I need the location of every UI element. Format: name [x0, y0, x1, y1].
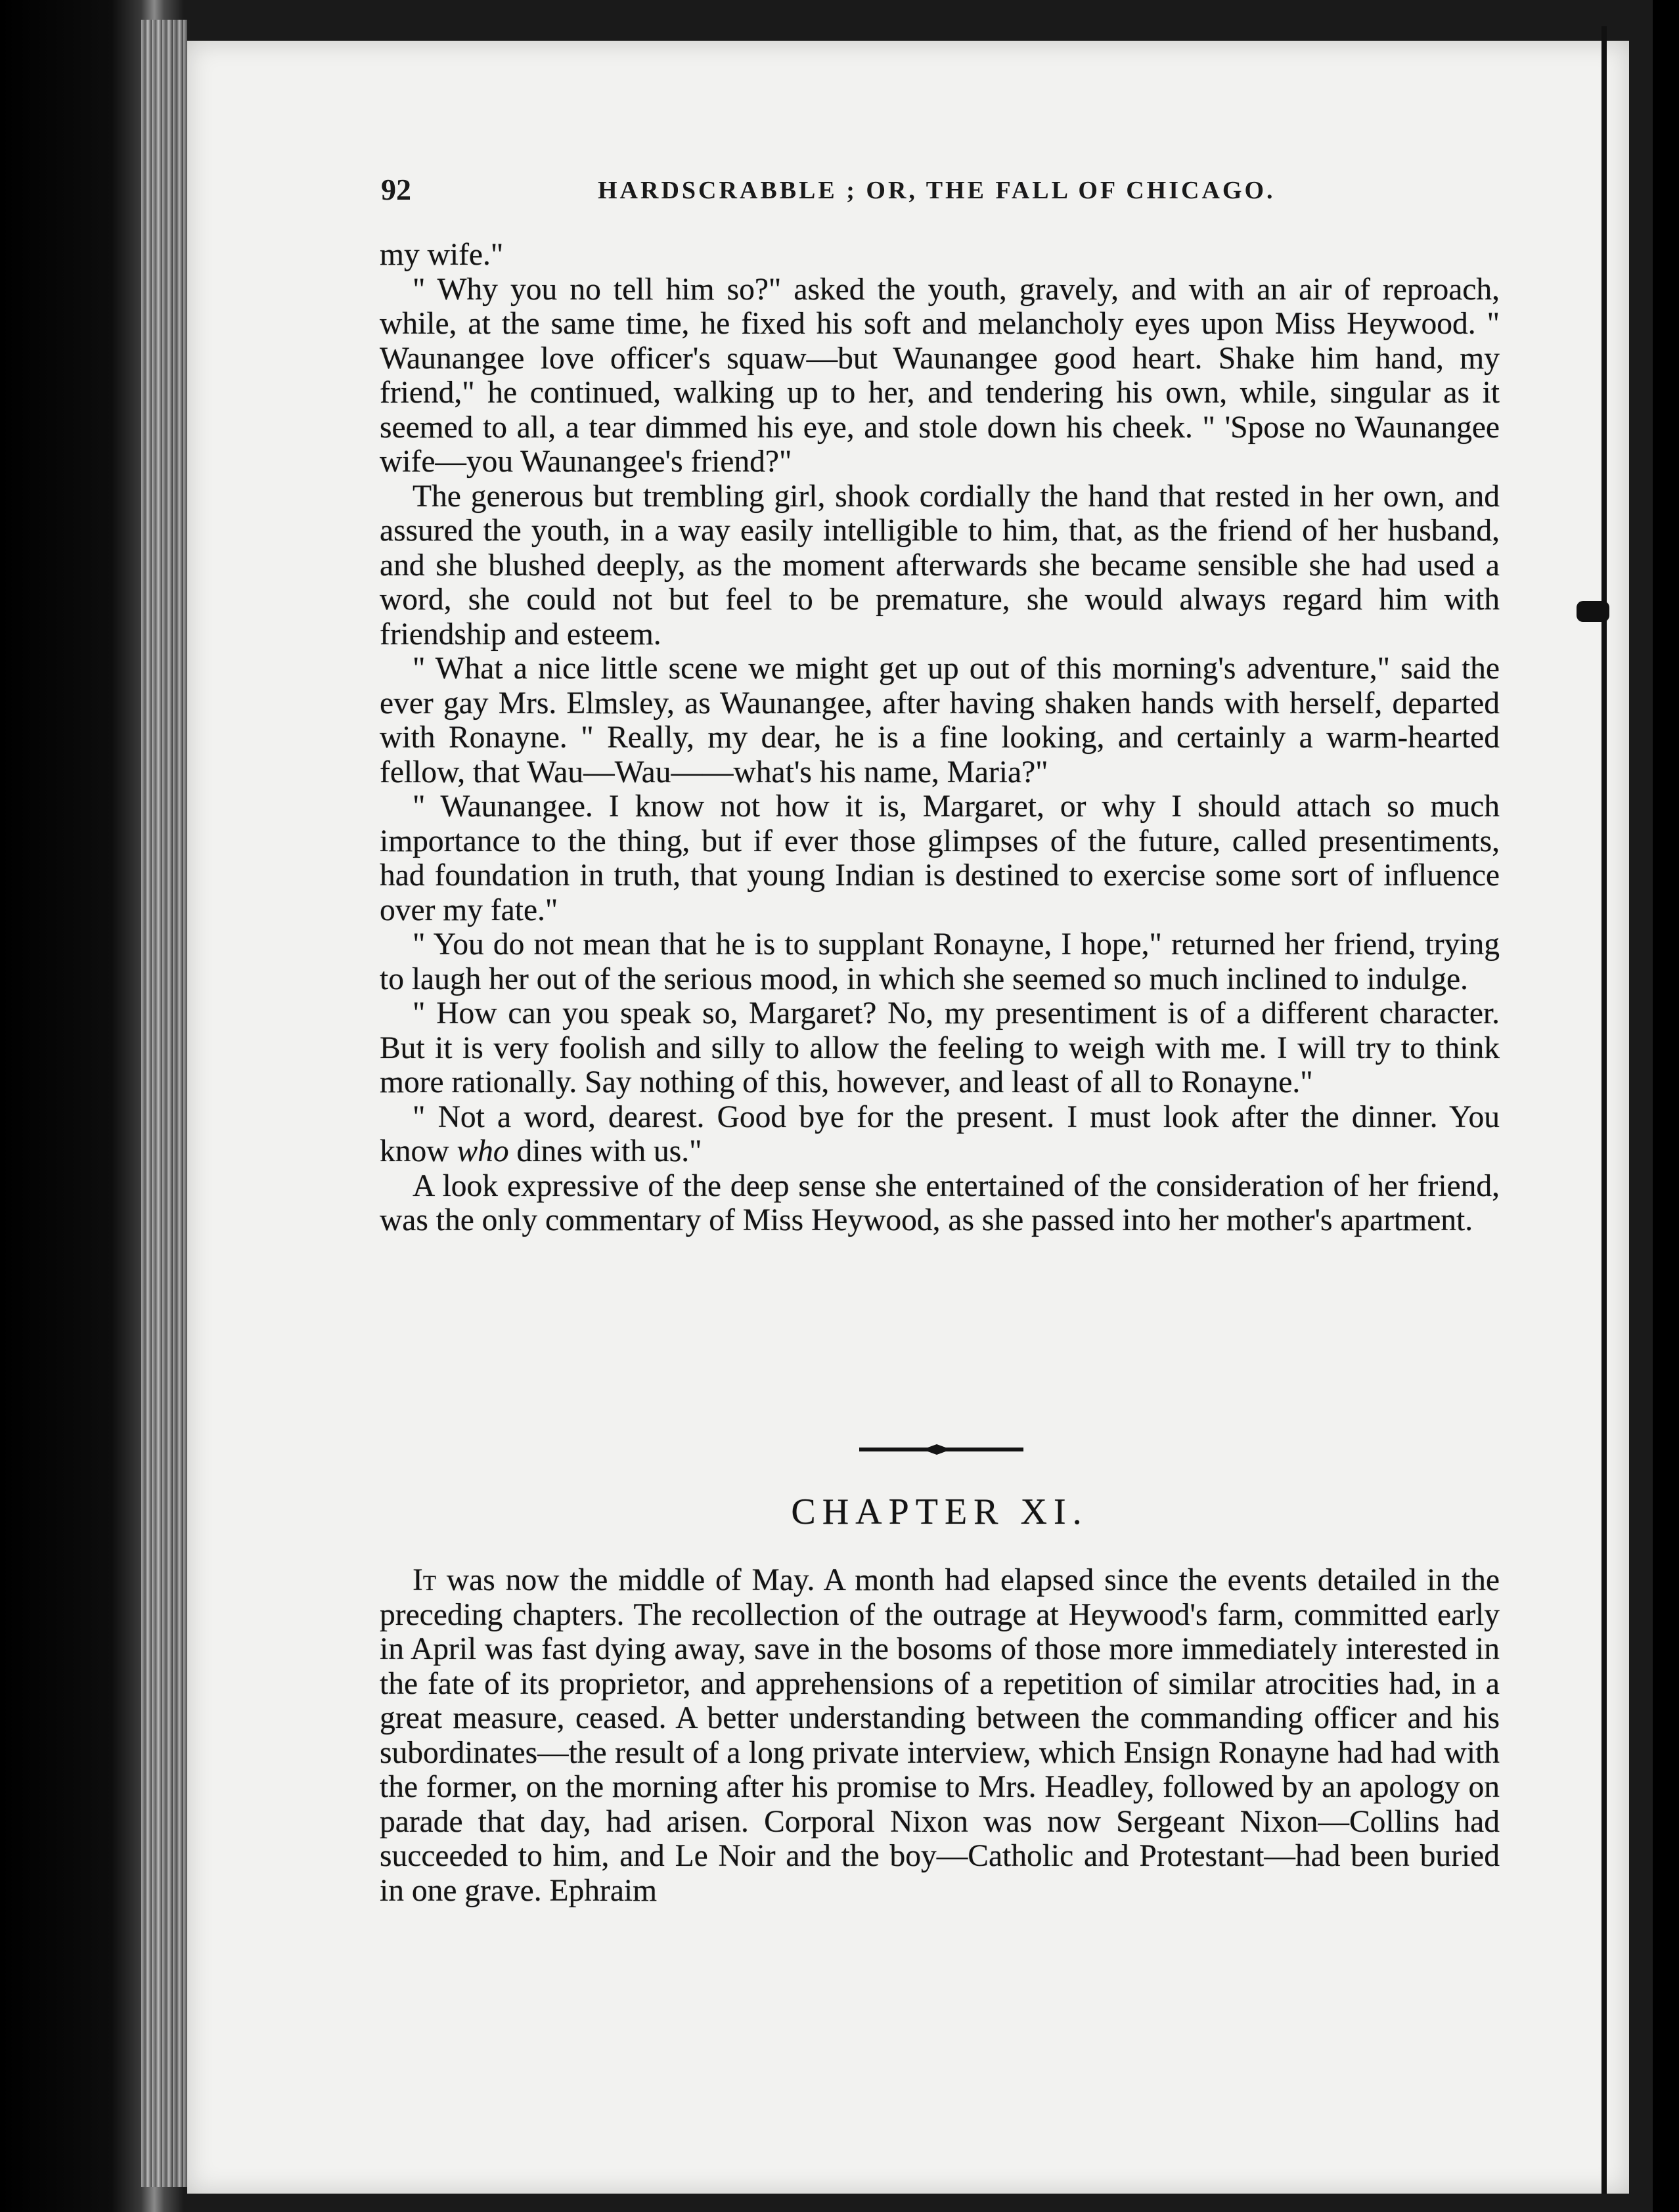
- body-text: [380, 238, 1500, 1238]
- paragraph: A look expressive of the deep sense she entertained of the consideration of her friend, was the only commentary of Miss Heywood, as she passed into her mother's apartment.: [380, 1168, 1500, 1237]
- paragraph: [380, 1100, 1500, 1169]
- paragraph: " You do not mean that he is to supplant Ronayne, I hope," returned her friend, trying to laugh her out of the serious mood, in which she seemed so much inclined to indulge.: [380, 927, 1500, 996]
- paragraph-text: was now the middle of May. A month had elapsed since the events detailed in the preceding chapters. The recollection of the outrage at Heywood's farm, committed early in April was fast dying away, save in the bosoms of those more immediately interested in the fate of its proprietor, and apprehensions of a repetition of similar atrocities had, in a great measure, ceased. A better understanding between the commanding officer and his subordinates—the result of a long private interview, which Ensign Ronayne had had with the former, on the morning after his promise to Mrs. Headley, followed by an apology on parade that day, had arisen. Corporal Nixon was now Sergeant Nixon—Collins had succeeded to him, and Le Noir and the boy—Catholic and Protestant—had been buried in one grave. Ephraim: [380, 1563, 1500, 1908]
- gutter-rule: [1601, 26, 1607, 2194]
- paragraph: " What a nice little scene we might get up out of this morning's adventure," said the ever gay Mrs. Elmsley, as Waunangee, after having shaken hands with herself, departed with Ronayne. " Really, my dear, he is a fine looking, and certainly a warm-hearted fellow, that Wau—Wau——what's his name, Maria?": [380, 652, 1500, 789]
- chapter-opening-word: It: [413, 1563, 436, 1597]
- paragraph: " How can you speak so, Margaret? No, my presentiment is of a different character. But it is very foolish and silly to allow the feeling to weigh with me. I will try to think more rationally. Say nothing of this, however, and least of all to Ronayne.": [380, 996, 1500, 1099]
- paragraph: [380, 1563, 1500, 1908]
- paragraph: " Why you no tell him so?" asked the youth, gravely, and with an air of reproach, while, at the same time, he fixed his soft and melancholy eyes upon Miss Heywood. " Waunangee love officer's squaw—but Waunangee good heart. Shake him hand, my friend," he continued, walking up to her, and tendering his own, while, singular as it seemed to all, a tear dimmed his eye, and stole down his cheek. " 'Spose no Waunangee wife—you Waunangee's friend?": [380, 272, 1500, 479]
- page-header: [381, 172, 1563, 211]
- emphasis-text: who: [457, 1134, 509, 1168]
- paragraph: The generous but trembling girl, shook cordially the hand that rested in her own, and assured the youth, in a way easily intelligible to him, that, as the friend of her husband, and she blushed deeply, as the moment afterwards she became sensible she had used a word, she could not but feel to be premature, she would always regard him with friendship and esteem.: [380, 479, 1500, 652]
- page-number: 92: [381, 173, 411, 206]
- paragraph-text: dines with us.": [508, 1134, 702, 1168]
- section-ornament: [859, 1442, 1023, 1457]
- book-page-edges: [141, 20, 187, 2187]
- paragraph: " Waunangee. I know not how it is, Margaret, or why I should attach so much importance to the thing, but if ever those glimpses of the future, called presentiments, had foundation in truth, that young Indian is destined to exercise some sort of influence over my fate.": [380, 789, 1500, 927]
- binding-mark: [1577, 601, 1609, 622]
- running-head: HARDSCRABBLE ; OR, THE FALL OF CHICAGO.: [598, 177, 1276, 204]
- paragraph: my wife.": [380, 238, 504, 272]
- chapter-body: [380, 1563, 1500, 1908]
- paragraph-text: " Not a word, dearest. Good bye for the present. I must look after the dinner. You know: [380, 1099, 1500, 1168]
- chapter-heading: CHAPTER XI.: [791, 1492, 1088, 1532]
- scan-border-right: [1653, 0, 1679, 2212]
